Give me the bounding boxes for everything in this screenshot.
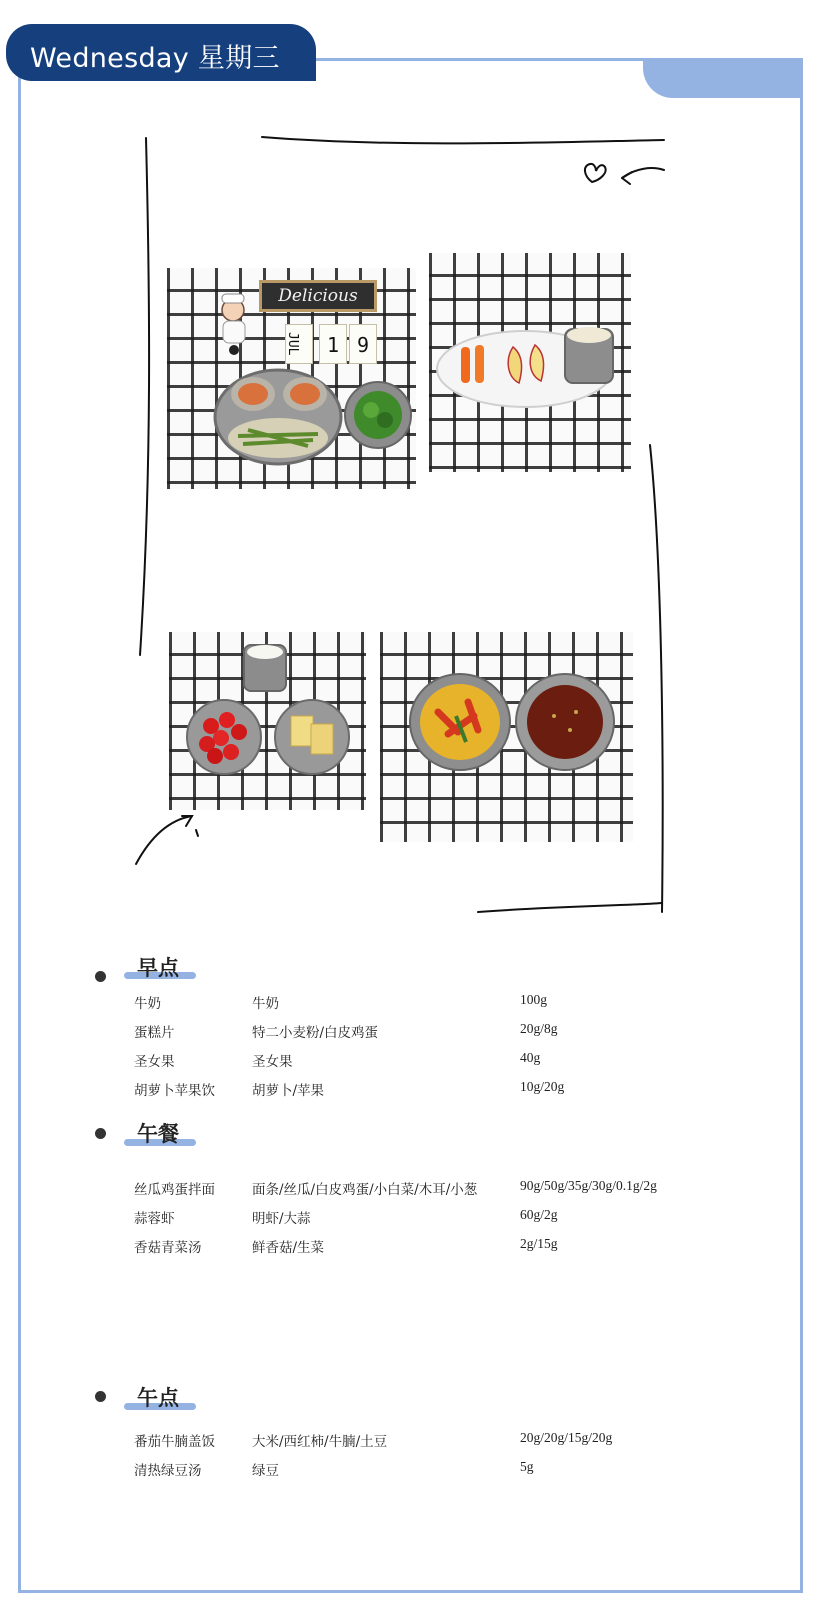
delicious-sign: Delicious [259,280,377,312]
section-bullet [95,1128,106,1139]
amount: 60g/2g [520,1207,558,1222]
dish-name: 丝瓜鸡蛋拌面 [134,1182,215,1198]
dish-name: 香菇青菜汤 [134,1240,202,1256]
divided-plate [213,368,343,466]
date-card-month: JUL [285,324,313,364]
ingredients: 特二小麦粉/白皮鸡蛋 [252,1025,379,1041]
amount: 2g/15g [520,1236,558,1251]
ingredients: 牛奶 [252,996,279,1012]
page-title: Wednesday 星期三 [6,24,316,81]
ingredients: 圣女果 [252,1054,293,1070]
dish-name: 清热绿豆汤 [134,1463,202,1479]
mung-bean-soup-bowl [514,672,616,772]
photo-lunch-tray [167,268,416,489]
dish-name: 胡萝卜苹果饮 [134,1083,215,1099]
section-heading: 早点 [137,956,179,980]
milk-cup [241,642,289,694]
amount: 20g/8g [520,1021,558,1036]
amount: 5g [520,1459,534,1474]
cake-bowl [273,698,351,776]
chef-figurine [203,290,257,356]
dish-name: 牛奶 [134,996,161,1012]
ingredients: 鲜香菇/生菜 [252,1240,325,1256]
date-card-day-2: 9 [349,324,377,364]
amount: 40g [520,1050,541,1065]
ingredients: 明虾/大蒜 [252,1211,311,1227]
vegetable-bowl [343,380,413,450]
section-heading: 午点 [137,1386,179,1410]
photo-breakfast [169,632,366,810]
tomato-beef-bowl [408,672,512,772]
amount: 10g/20g [520,1079,565,1094]
amount: 20g/20g/15g/20g [520,1430,613,1445]
ingredients: 面条/丝瓜/白皮鸡蛋/小白菜/木耳/小葱 [252,1182,478,1198]
section-bullet [95,971,106,982]
dish-name: 番茄牛腩盖饭 [134,1434,215,1450]
date-card-day-1: 1 [319,324,347,364]
amount: 100g [520,992,547,1007]
ingredients: 胡萝卜/苹果 [252,1083,325,1099]
juice-cup [561,323,617,387]
tomato-bowl [185,698,263,776]
section-bullet [95,1391,106,1402]
photo-soups [380,632,633,842]
ingredients: 大米/西红柿/牛腩/土豆 [252,1434,388,1450]
dish-name: 蒜蓉虾 [134,1211,175,1227]
section-heading: 午餐 [137,1122,179,1146]
ingredients: 绿豆 [252,1463,279,1479]
amount: 90g/50g/35g/30g/0.1g/2g [520,1178,657,1193]
dish-name: 圣女果 [134,1054,175,1070]
dish-name: 蛋糕片 [134,1025,175,1041]
photo-fruit-plate [429,253,631,472]
